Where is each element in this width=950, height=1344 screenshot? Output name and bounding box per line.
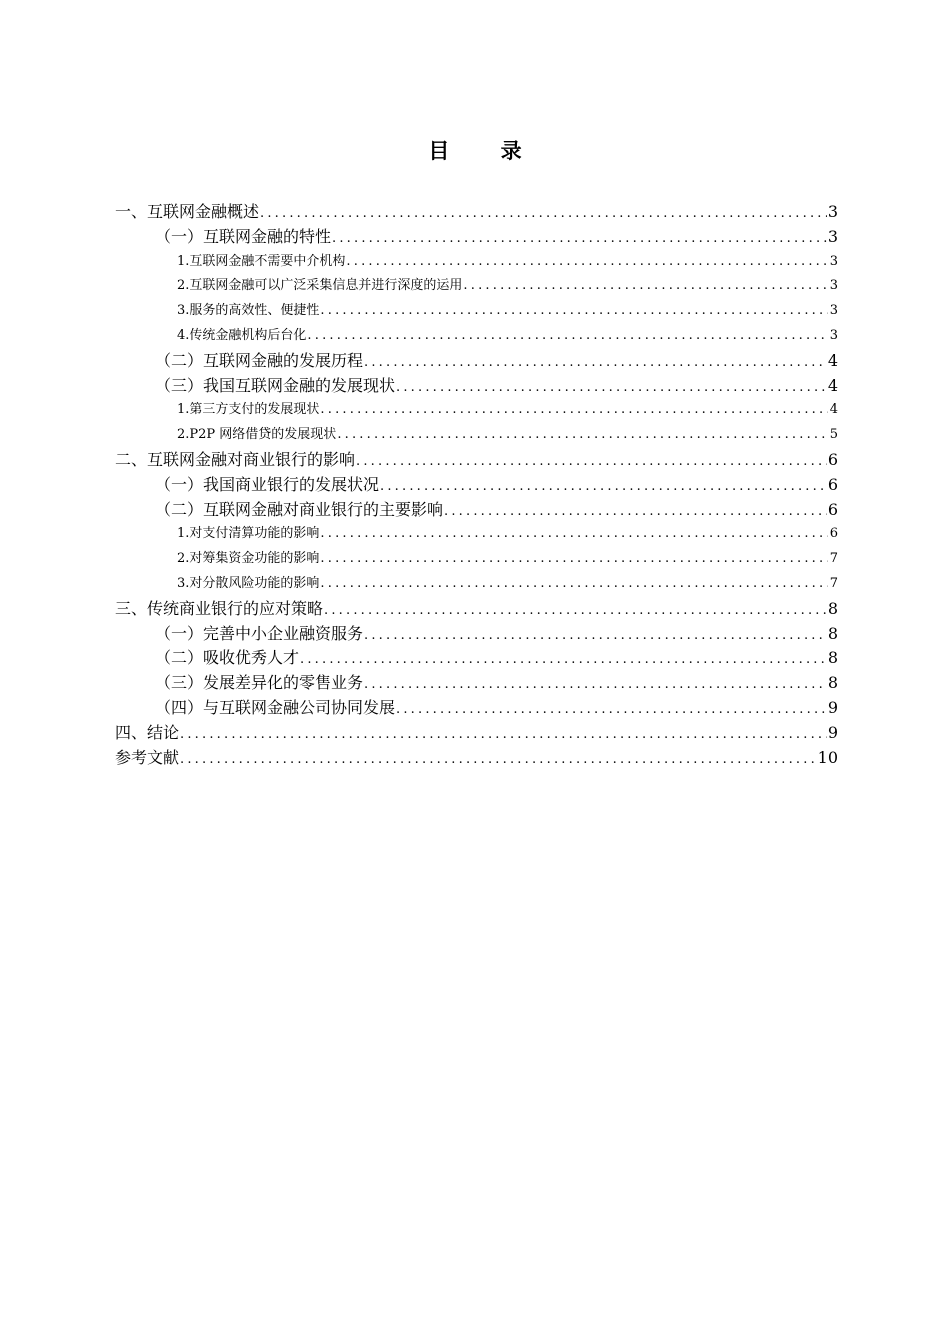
toc-page-number: 9 (827, 697, 838, 717)
toc-leader-dots (300, 648, 827, 671)
toc-entry[interactable] (115, 473, 838, 498)
toc-entry-text: （三）我国互联网金融的发展现状 (155, 375, 396, 395)
toc-page-number: 6 (827, 499, 838, 519)
toc-entry-text: 1.第三方支付的发展现状 (177, 402, 320, 418)
toc-entry-text: 1.互联网金融不需要中介机构 (177, 253, 346, 269)
toc-entry-text: 一、互联网金融概述 (115, 202, 260, 221)
toc-entry-text: 三、传统商业银行的应对策略 (115, 598, 324, 618)
toc-entry[interactable] (115, 572, 838, 597)
toc-entry[interactable] (115, 274, 838, 299)
toc-entry-text: 4.传统金融机构后台化 (177, 327, 307, 343)
toc-title: 目 录 (428, 139, 544, 163)
toc-entry-text: 1.对支付清算功能的影响 (177, 526, 320, 542)
toc-leader-dots (444, 500, 827, 523)
toc-leader-dots (332, 227, 827, 250)
toc-leader-dots (463, 274, 828, 299)
toc-entry-text: （一）互联网金融的特性 (155, 226, 332, 246)
toc-entry[interactable] (115, 721, 838, 746)
toc-leader-dots (320, 547, 828, 572)
toc-leader-dots (346, 250, 828, 275)
toc-page-number: 4 (829, 402, 838, 418)
toc-entry-text: 2.P2P 网络借贷的发展现状 (177, 427, 337, 443)
toc-page-number: 7 (829, 575, 838, 591)
toc-entry-text: 2.对筹集资金功能的影响 (177, 551, 320, 567)
toc-leader-dots (396, 698, 827, 721)
toc-page-number: 3 (827, 226, 838, 246)
toc-entry-text: 四、结论 (115, 722, 180, 742)
toc-page-number: 6 (829, 526, 838, 542)
toc-entry-text: （一）完善中小企业融资服务 (155, 623, 364, 643)
toc-page-number: 9 (827, 722, 838, 742)
toc-page-number: 4 (827, 350, 838, 370)
toc-page-number: 3 (829, 253, 838, 269)
toc-entry[interactable] (115, 324, 838, 349)
toc-entry[interactable] (115, 423, 838, 448)
toc-leader-dots (380, 475, 827, 498)
toc-entry-text: 2.互联网金融可以广泛采集信息并进行深度的运用 (177, 278, 463, 294)
toc-page-number: 3 (829, 278, 838, 294)
toc-page-number: 8 (827, 648, 838, 668)
toc-leader-dots (307, 324, 828, 349)
toc-entry[interactable] (115, 696, 838, 721)
toc-entry[interactable] (115, 746, 838, 771)
toc-page-number: 4 (827, 375, 838, 395)
toc-entry-text: （四）与互联网金融公司协同发展 (155, 697, 396, 717)
toc-page-number: 8 (827, 673, 838, 693)
toc-entry[interactable] (115, 349, 838, 374)
toc-entry-text: （二）吸收优秀人才 (155, 648, 300, 668)
toc-page-number: 8 (827, 598, 838, 618)
toc-entry[interactable] (115, 374, 838, 399)
toc-leader-dots (356, 450, 827, 473)
toc-entry[interactable] (115, 398, 838, 423)
toc-entry-text: （一）我国商业银行的发展状况 (155, 474, 380, 494)
toc-entry-text: 二、互联网金融对商业银行的影响 (115, 449, 356, 469)
toc-entry[interactable] (115, 250, 838, 275)
toc-entry[interactable] (115, 646, 838, 671)
toc-entry[interactable] (115, 522, 838, 547)
toc-entry-text: 3.服务的高效性、便捷性 (177, 303, 320, 319)
toc-entry-text: 参考文献 (115, 747, 180, 767)
toc-leader-dots (364, 351, 827, 374)
toc-leader-dots (180, 723, 827, 746)
toc-entry-text: （二）互联网金融对商业银行的主要影响 (155, 499, 444, 519)
toc-entry[interactable] (115, 299, 838, 324)
toc-entry-text: （二）互联网金融的发展历程 (155, 350, 364, 370)
toc-entry[interactable] (115, 622, 838, 647)
toc-page-number: 3 (827, 202, 838, 221)
toc-leader-dots (320, 398, 828, 423)
toc-entry[interactable] (115, 597, 838, 622)
toc-entry[interactable] (115, 448, 838, 473)
toc-page-number: 10 (817, 747, 838, 767)
toc-leader-dots (324, 599, 827, 622)
toc-entry[interactable] (115, 671, 838, 696)
toc-page-number: 3 (829, 327, 838, 343)
toc-page-number: 6 (827, 449, 838, 469)
toc-page-number: 5 (829, 427, 838, 443)
toc-leader-dots (364, 673, 827, 696)
toc-leader-dots (260, 202, 827, 225)
toc-page-number: 3 (829, 303, 838, 319)
toc-leader-dots (364, 624, 827, 647)
toc-leader-dots (320, 299, 828, 324)
toc-page-number: 8 (827, 623, 838, 643)
toc-leader-dots (396, 376, 827, 399)
toc-entry[interactable] (115, 200, 838, 225)
toc-entry[interactable] (115, 547, 838, 572)
toc-entry-text: 3.对分散风险功能的影响 (177, 575, 320, 591)
table-of-contents (115, 200, 838, 770)
toc-page-number: 6 (827, 474, 838, 494)
toc-leader-dots (320, 522, 828, 547)
toc-leader-dots (337, 423, 828, 448)
toc-page-number: 7 (829, 551, 838, 567)
toc-entry[interactable] (115, 225, 838, 250)
toc-entry-text: （三）发展差异化的零售业务 (155, 673, 364, 693)
toc-leader-dots (180, 748, 817, 771)
toc-leader-dots (320, 572, 828, 597)
toc-entry[interactable] (115, 498, 838, 523)
